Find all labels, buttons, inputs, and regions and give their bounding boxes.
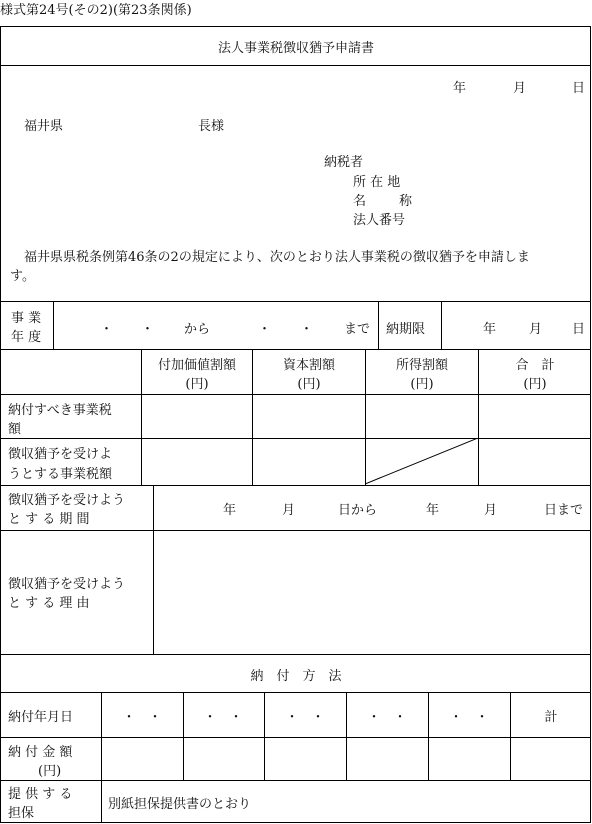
rule xyxy=(1,301,590,302)
rule xyxy=(1,438,590,439)
header-capital-unit: (円) xyxy=(297,377,321,392)
payment-total-label: 計 xyxy=(544,710,558,725)
form-number: 様式第24号(その2)(第23条関係) xyxy=(0,3,192,18)
payment-amount-label-line2: (円) xyxy=(38,764,62,779)
period-until-year: 年 xyxy=(426,503,440,518)
fiscal-until-dot-2: ・ xyxy=(300,322,314,337)
rule xyxy=(53,301,54,349)
rule xyxy=(378,301,379,349)
rule xyxy=(101,692,102,780)
rule xyxy=(428,692,429,780)
rule xyxy=(252,349,253,485)
statement-line-2: す。 xyxy=(10,269,35,284)
date-year: 年 xyxy=(453,81,467,96)
rule xyxy=(101,780,102,823)
collateral-label-line1: 提 供 す る xyxy=(8,787,73,802)
addressee-prefecture: 福井県 xyxy=(24,119,64,134)
rule xyxy=(346,692,347,780)
rule xyxy=(1,349,590,350)
payment-date-4: ・ ・ xyxy=(367,710,407,725)
taxpayer-address-label: 所 在 地 xyxy=(353,175,401,190)
rule xyxy=(1,654,590,655)
rule xyxy=(264,692,265,780)
taxpayer-name-label-a: 名 xyxy=(353,194,367,209)
row-tax-due-line2: 額 xyxy=(8,422,22,437)
addressee-suffix: 長様 xyxy=(198,119,225,134)
header-value-added: 付加価値割額 xyxy=(157,358,237,373)
reason-label-line1: 徴収猶予を受けよう xyxy=(8,577,126,592)
fiscal-until-text: まで xyxy=(344,322,371,337)
period-until-month: 月 xyxy=(484,503,498,518)
rule xyxy=(1,780,590,781)
deadline-day: 日 xyxy=(572,322,586,337)
rule xyxy=(153,485,154,654)
header-income-unit: (円) xyxy=(410,377,434,392)
payment-amount-label-line1: 納 付 金 額 xyxy=(8,745,73,760)
form-title: 法人事業税徴収猶予申請書 xyxy=(217,41,375,56)
rule xyxy=(1,530,590,531)
deadline-month: 月 xyxy=(529,322,543,337)
payment-date-1: ・ ・ xyxy=(122,710,162,725)
period-label-line2: と す る 期 間 xyxy=(8,512,90,527)
fiscal-label-line1: 事 業 xyxy=(11,311,42,326)
payment-method-title: 納 付 方 法 xyxy=(250,669,342,684)
rule xyxy=(141,349,142,485)
period-from-month: 月 xyxy=(282,503,296,518)
taxpayer-name-label-b: 称 xyxy=(399,194,413,209)
payment-date-3: ・ ・ xyxy=(285,710,325,725)
fiscal-from-dot-1: ・ xyxy=(100,322,114,337)
taxpayer-corp-number-label: 法人番号 xyxy=(353,213,406,228)
header-income: 所得割額 xyxy=(395,358,449,373)
header-total: 合 計 xyxy=(515,358,555,373)
statement-line-1: 福井県県税条例第46条の2の規定により、次のとおり法人事業税の徴収猶予を申請しま xyxy=(24,250,530,265)
collateral-value: 別紙担保提供書のとおり xyxy=(108,797,252,812)
period-from-year: 年 xyxy=(223,503,237,518)
period-until-day: 日まで xyxy=(544,503,584,518)
date-day: 日 xyxy=(572,81,586,96)
fiscal-from-dot-2: ・ xyxy=(141,322,155,337)
fiscal-from-text: から xyxy=(184,322,211,337)
rule xyxy=(478,349,479,485)
reason-label-line2: と す る 理 由 xyxy=(8,596,90,611)
deadline-label: 納期限 xyxy=(386,322,426,337)
rule xyxy=(1,485,590,486)
rule xyxy=(441,301,442,349)
row-deferral-amount-line2: うとする事業税額 xyxy=(8,467,113,482)
collateral-label-line2: 担保 xyxy=(8,806,35,821)
deadline-year: 年 xyxy=(483,322,497,337)
row-tax-due-line1: 納付すべき事業税 xyxy=(8,403,112,418)
row-deferral-amount-line1: 徴収猶予を受けよ xyxy=(8,447,113,462)
header-value-added-unit: (円) xyxy=(185,377,209,392)
rule xyxy=(1,737,590,738)
header-capital: 資本割額 xyxy=(282,358,336,373)
payment-date-2: ・ ・ xyxy=(203,710,243,725)
fiscal-until-dot-1: ・ xyxy=(258,322,272,337)
rule xyxy=(1,394,590,395)
period-label-line1: 徴収猶予を受けよう xyxy=(8,493,126,508)
header-total-unit: (円) xyxy=(523,377,547,392)
payment-date-label: 納付年月日 xyxy=(8,710,74,725)
rule xyxy=(183,692,184,780)
rule xyxy=(1,692,590,693)
date-month: 月 xyxy=(513,81,527,96)
payment-date-5: ・ ・ xyxy=(449,710,489,725)
fiscal-label-line2: 年 度 xyxy=(11,330,42,345)
application-form xyxy=(0,26,591,823)
taxpayer-label: 納税者 xyxy=(324,155,364,170)
rule xyxy=(510,692,511,780)
not-applicable-diagonal xyxy=(365,438,478,485)
period-from-day: 日から xyxy=(338,503,378,518)
rule xyxy=(1,65,590,66)
